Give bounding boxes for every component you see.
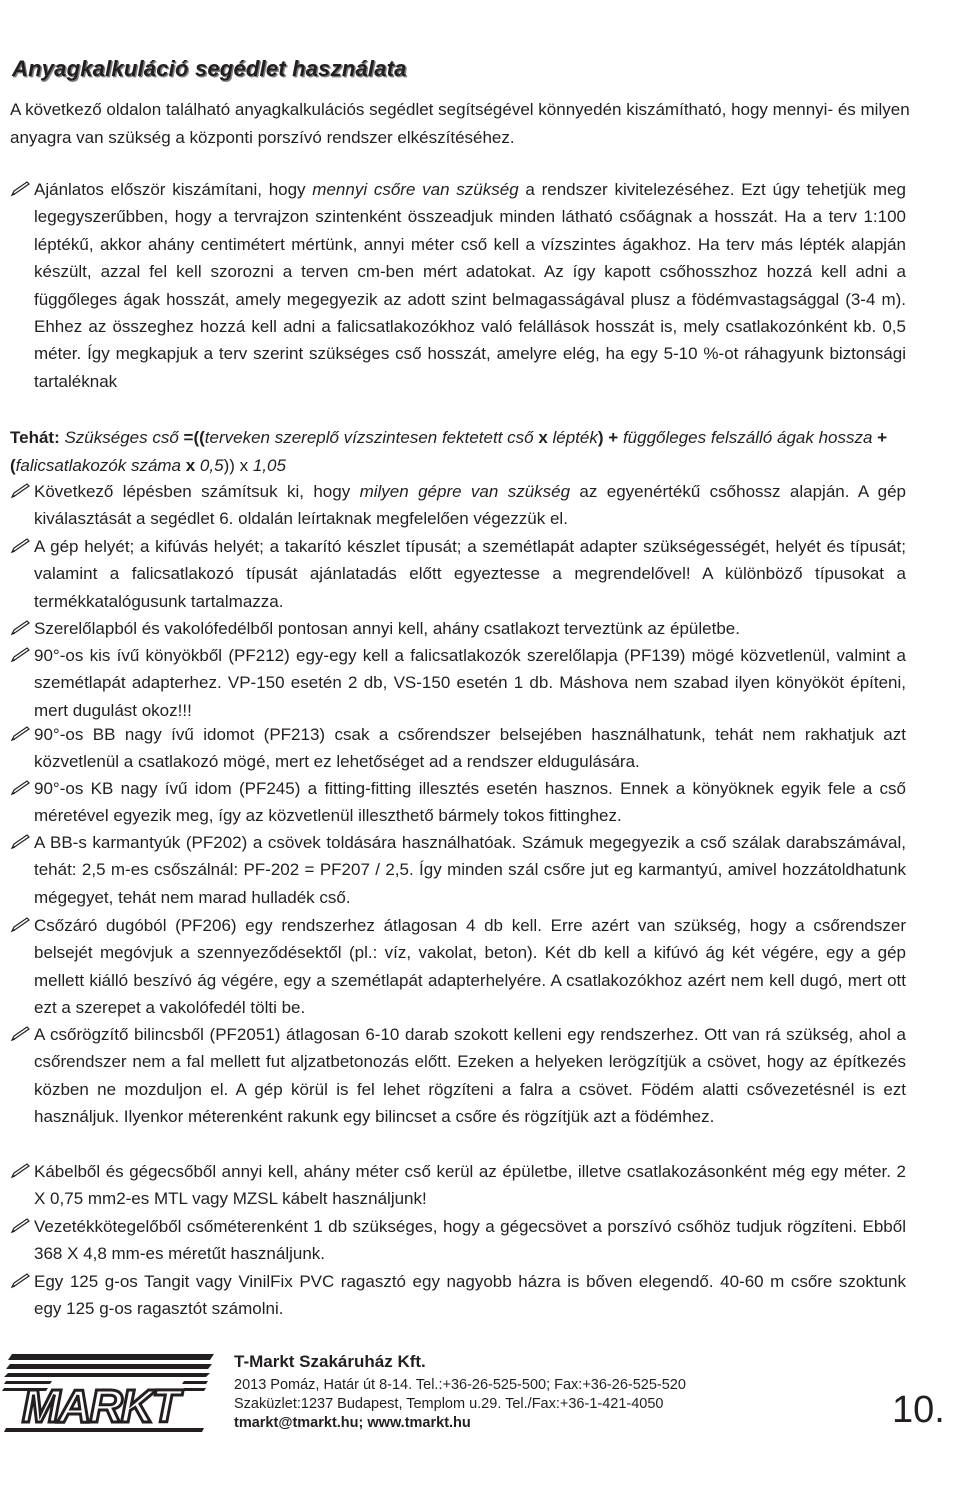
- item-text: Következő lépésben számítsuk ki, hogy: [34, 482, 360, 501]
- logo-text: MARKT: [21, 1380, 179, 1432]
- formula-part: 1,05: [252, 456, 286, 475]
- address-line: Szaküzlet:1237 Budapest, Templom u.29. Tel./Fax:+36-1-421-4050: [234, 1396, 664, 1412]
- formula-operator: x: [181, 456, 200, 475]
- item-text: Vezetékkötegelőből csőméterenként 1 db szükséges, hogy a gégecsövet a porszívó csőhöz tudjuk rögzíteni. Ebből 368 X 4,8 mm-es méretűt használjunk.: [34, 1217, 906, 1264]
- formula-operator: ) +: [597, 428, 623, 447]
- item-text: 90°-os kis ívű könyökből (PF212) egy-egy kell a falicsatlakozók szerelőlapja (PF139) mögé közvetlenül, valmint a szemétlapát adapterhez. VP-150 esetén 2 db, VS-150 esetén 1 db. Máshova nem szabad ilyen könyököt építeni, mert dugulást okoz!!!: [34, 646, 906, 720]
- formula-part: Szükséges cső: [59, 428, 184, 447]
- item-text: Csőzáró dugóból (PF206) egy rendszerhez átlagosan 4 db kell. Erre azért van szükség, hogy a csőrendszer belsejét megóvjuk a szennyeződésektől (pl.: víz, vakolat, beton). Két db kell a kifúvó ág két végére, egy a gép mellett kiálló beszívó ág végére, egy a szemétlapát adapterhelyére. A csatlakozókhoz azért nem kell dugó, mert ott ezt a szerepet a vakolófedél tölti be.: [34, 916, 906, 1018]
- list-item: [10, 176, 906, 395]
- list-item: [10, 829, 906, 911]
- item-text: A gép helyét; a kifúvás helyét; a takarító készlet típusát; a szemétlapát adapter szükségességét, helyét és típusát; valamint a falicsatlakozó típusát ajánlatadás előtt egyeztesse a megrendelővel! A különböző típusokat a termékkatalógusunk tartalmazza.: [34, 537, 906, 611]
- page-number: 10.: [892, 1389, 945, 1431]
- item-text: 90°-os KB nagy ívű idom (PF245) a fitting-fitting illesztés esetén hasznos. Ennek a könyöknek egyik fele a cső méretével egyezik meg, így az közvetlenül illeszthető bármely tokos fittinghez.: [34, 779, 906, 826]
- formula-operator: )) x: [223, 456, 253, 475]
- list-item: [10, 912, 906, 1022]
- intro-paragraph: A következő oldalon található anyagkalkulációs segédlet segítségével könnyedén kiszámítható, hogy mennyi- és milyen anyagra van szükség a központi porszívó rendszer elkészítéséhez.: [10, 100, 910, 147]
- contact-line: tmarkt@tmarkt.hu; www.tmarkt.hu: [234, 1415, 471, 1431]
- pencil-icon: [10, 478, 34, 505]
- item-text: Ajánlatos először kiszámítani, hogy: [34, 180, 313, 199]
- item-text: Egy 125 g-os Tangit vagy VinilFix PVC ragasztó egy nagyobb házra is bőven elegendő. 40-60 m csőre szoktunk egy 125 g-os ragasztót számolni.: [34, 1272, 906, 1319]
- address-line: 2013 Pomáz, Határ út 8-14. Tel.:+36-26-525-500; Fax:+36-26-525-520: [234, 1377, 686, 1393]
- item-text: 90°-os BB nagy ívű idomot (PF213) csak a csőrendszer belsejében használhatunk, tehát nem rakhatjuk azt közvetlenül a csatlakozó mögé, mert ez lehetőséget ad a rendszer eldugulására.: [34, 725, 906, 772]
- list-item: [10, 1158, 906, 1213]
- pencil-icon: [10, 912, 34, 939]
- pencil-icon: [10, 829, 34, 856]
- formula-operator: =((: [183, 428, 205, 447]
- list-item: [10, 642, 906, 724]
- pencil-icon: [10, 642, 34, 669]
- formula-part: terveken szereplő vízszintesen fektetett cső: [204, 428, 534, 447]
- item-emphasis: mennyi csőre van szükség: [312, 180, 519, 199]
- list-item: [10, 1213, 906, 1268]
- item-text: az egyenértékű csőhossz alapján. A gép kiválasztását a segédlet 6. oldalán leírtaknak megfelelően végezzük el.: [34, 482, 906, 529]
- item-text: a rendszer kivitelezéséhez. Ezt úgy tehetjük meg legegyszerűbben, hogy a tervrajzon szintenként összeadjuk minden látható csőágnak a hosszát. Ha a terv 1:100 léptékű, akkor ahány centimétert mértünk, annyi méter cső kell a vízszintes ágakhoz. Ha terv más lépték alapján készült, azzal fel kell szorozni a terven cm-ben mért adatokat. Az így kapott csőhosszhoz hozzá kell adni a függőleges ágak hosszát, amely megegyezik az adott szint belmagasságával plusz a födémvastagsággal (3-4 m). Ehhez az összeghez hozzá kell adni a falicsatlakozókhoz való felállások hosszát is, mely csatlakozónként kb. 0,5 méter. Így megkapjuk a terv szerint szükséges cső hosszát, amelyre elég, ha egy 5-10 %-ot ráhagyunk biztonsági tartaléknak: [34, 180, 906, 391]
- list-item: [10, 615, 906, 642]
- item-text: Kábelből és gégecsőből annyi kell, ahány méter cső kerül az épületbe, illetve csatlakozásonként még egy méter. 2 X 0,75 mm2-es MTL vagy MZSL kábelt használjunk!: [34, 1162, 906, 1209]
- pencil-icon: [10, 1268, 34, 1295]
- pencil-icon: [10, 721, 34, 748]
- list-item: [10, 1268, 906, 1323]
- formula-part: függőleges felszálló ágak hossza: [622, 428, 873, 447]
- list-item: [10, 478, 906, 533]
- item-text: A BB-s karmantyúk (PF202) a csövek toldására használhatóak. Számuk megegyezik a cső szálak darabszámával, tehát: 2,5 m-es csőszálnál: PF-202 = PF207 / 2,5. Így minden szál csőre jut eg karmantyú, amivel hozzátoldhatunk mégegyet, tehát nem marad hulladék cső.: [34, 833, 906, 907]
- item-text: Szerelőlapból és vakolófedélből pontosan annyi kell, ahány csatlakozt terveztünk az épületbe.: [34, 619, 740, 638]
- formula-part: falicsatlakozók száma: [15, 456, 182, 475]
- formula-label: Tehát:: [10, 428, 60, 447]
- pencil-icon: [10, 533, 34, 560]
- formula-part: lépték: [552, 428, 598, 447]
- list-item: [10, 533, 906, 615]
- list-item: [10, 775, 906, 830]
- markt-logo: [0, 1350, 220, 1440]
- pencil-icon: [10, 775, 34, 802]
- list-item: [10, 1021, 906, 1131]
- pencil-icon: [10, 176, 34, 203]
- formula-part: 0,5: [199, 456, 224, 475]
- pencil-icon: [10, 615, 34, 642]
- company-name: T-Markt Szakáruház Kft.: [234, 1352, 426, 1371]
- page-title: Anyagkalkuláció segédlet használata: [12, 56, 407, 81]
- pencil-icon: [10, 1158, 34, 1185]
- formula-operator: + (: [10, 428, 888, 475]
- formula: [10, 424, 910, 480]
- pencil-icon: [10, 1021, 34, 1048]
- pencil-icon: [10, 1213, 34, 1240]
- list-item: [10, 721, 906, 776]
- item-text: A csőrögzítő bilincsből (PF2051) átlagosan 6-10 darab szokott kelleni egy rendszerhez. Ott van rá szükség, ahol a csőrendszer nem a fal mellett fut aljzatbetonozás előtt. Ezeken a helyeken lerögzítjük a csövet, hogy az építkezés közben ne mozduljon el. A gép körül is fel lehet rögzíteni a falra a csövet. Födém alatti csővezetésnél is ezt használjuk. Ilyenkor méterenként rakunk egy bilincset a csőre és rögzítjük azt a födémhez.: [34, 1025, 906, 1127]
- item-emphasis: milyen gépre van szükség: [359, 482, 571, 501]
- formula-operator: x: [533, 428, 553, 447]
